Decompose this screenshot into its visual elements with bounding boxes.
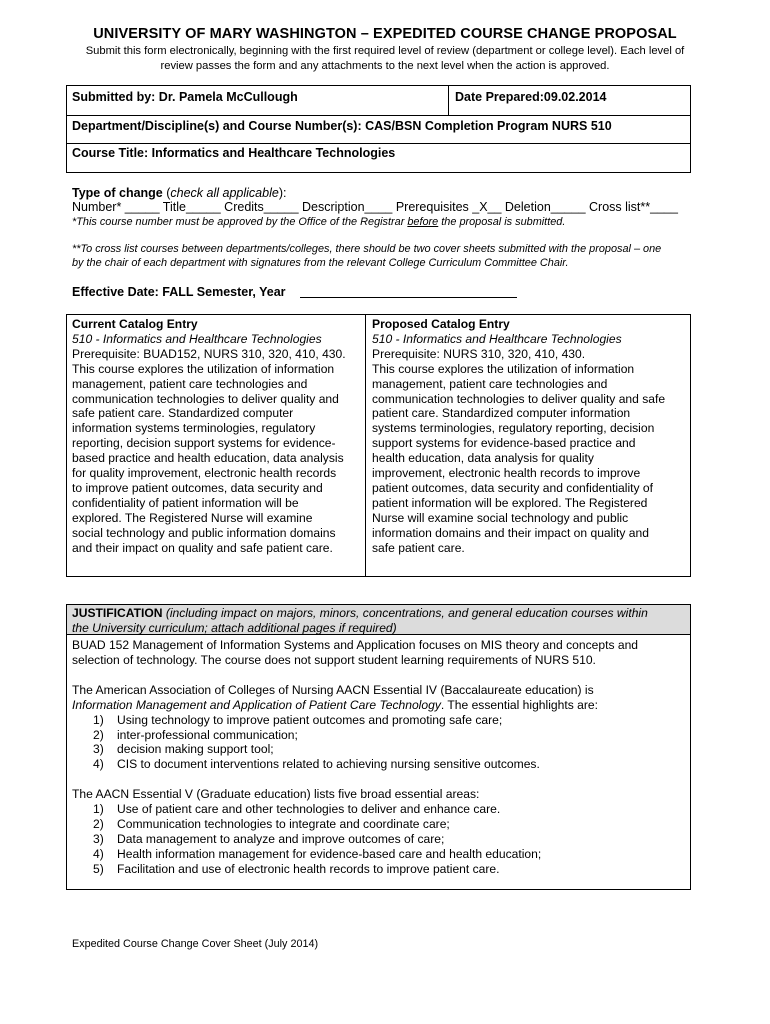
proposed-catalog-line: support systems for evidence-based practice and [372,436,636,451]
current-catalog-line: based practice and health education, data analysis [72,451,344,466]
list-item [93,757,684,772]
proposed-catalog-line: improvement, electronic health records to improve [372,466,641,481]
justification-para-1-line-1: BUAD 152 Management of Information Systems and Application focuses on MIS theory and concepts and [72,638,639,652]
current-catalog-line: explored. The Registered Nurse will examine [72,510,313,525]
essential-iv-list [72,713,684,773]
current-catalog-heading: Current Catalog Entry [72,317,198,331]
current-catalog-line: safe patient care. Standardized computer [72,406,294,421]
current-catalog-line: This course explores the utilization of information [72,361,335,376]
list-number: 3) [93,742,104,757]
list-item [93,742,684,757]
justification-body [72,638,684,877]
registrar-note-post: the proposal is submitted. [438,216,566,228]
form-title: UNIVERSITY OF MARY WASHINGTON – EXPEDITED COURSE CHANGE PROPOSAL [93,26,677,42]
list-item [93,802,684,817]
type-of-change-label: Type of change [72,186,163,200]
catalog-column-divider [365,315,366,576]
list-item [93,832,684,847]
date-prepared: Date Prepared:09.02.2014 [455,90,607,104]
list-text: CIS to document interventions related to achieving nursing sensitive outcomes. [117,757,540,772]
list-item [93,728,684,743]
change-options: Number* _____ Title_____ Credits_____ Description____ Prerequisites _X__ Deletion_____ Cross list**____ [72,200,678,214]
proposed-catalog-line: communication technologies to deliver quality and safe [372,391,666,406]
proposed-catalog-line: information domains and their impact on quality and [372,525,649,540]
justification-para-3: The AACN Essential V (Graduate education) lists five broad essential areas: [72,787,480,802]
current-catalog-line: communication technologies to deliver quality and [72,391,339,406]
list-text: Using technology to improve patient outcomes and promoting safe care; [117,712,503,727]
list-number: 2) [93,817,104,832]
effective-date-blank [300,297,517,298]
cross-list-note [72,243,661,270]
hint-close: ): [278,186,287,200]
list-text: Facilitation and use of electronic health records to improve patient care. [117,861,500,876]
list-item [93,713,684,728]
course-info-table [66,85,691,173]
proposed-catalog-line: This course explores the utilization of information [372,361,635,376]
registrar-note [72,216,565,230]
list-text: Communication technologies to integrate and coordinate care; [117,817,450,832]
cross-list-note-line-2: by the chair of each department with signatures from the relevant College Curriculum Committee Chair. [72,256,569,269]
current-catalog-line: confidentiality of patient information will be [72,495,299,510]
essential-v-list [72,802,684,877]
type-of-change-heading [72,186,678,200]
list-text: decision making support tool; [117,742,274,757]
registrar-note-pre: *This course number must be approved by the Office of the Registrar [72,216,408,228]
list-text: inter-professional communication; [117,727,298,742]
current-catalog-line: management, patient care technologies and [72,376,308,391]
justification-label: JUSTIFICATION [72,606,163,620]
proposed-catalog-line: safe patient care. [372,540,465,555]
cross-list-note-line-1: **To cross list courses between departments/colleges, there should be two cover sheets submitted with the proposal – one [72,243,662,255]
list-number: 4) [93,846,104,861]
justification-hint-line-2: the University curriculum; attach additional pages if required) [72,620,397,635]
department-row [67,116,690,144]
justification-section [66,604,691,890]
department-course-number: Department/Discipline(s) and Course Number(s): CAS/BSN Completion Program NURS 510 [72,119,612,133]
list-item [93,862,684,877]
justification-header [67,605,690,635]
proposed-catalog-course: 510 - Informatics and Healthcare Technologies [372,331,622,346]
cell-divider [448,86,449,116]
justification-para-2-line-2 [72,698,684,713]
type-of-change [72,186,678,214]
proposed-catalog-line: systems terminologies, regulatory reporting, decision [372,421,655,436]
proposed-catalog-line: patient information will be explored. The Registered [372,495,648,510]
current-catalog-line: reporting, decision support systems for evidence- [72,436,336,451]
instructions-line-1: Submit this form electronically, beginning with the first required level of review (department or college level). Each level of [85,45,685,57]
list-item [93,847,684,862]
justification-hint-line-1: (including impact on majors, minors, concentrations, and general education courses within [162,606,648,620]
list-number: 5) [93,861,104,876]
list-item [93,817,684,832]
page-footer: Expedited Course Change Cover Sheet (July 2014) [72,938,319,950]
current-catalog-line: for quality improvement, electronic health records [72,466,337,481]
current-catalog-entry [72,317,362,556]
list-number: 4) [93,757,104,772]
submitter-row [67,86,690,116]
essential-iv-rest: . The essential highlights are: [440,697,598,712]
proposed-catalog-line: health education, data analysis for quality [372,451,594,466]
justification-para-2-line-1: The American Association of Colleges of Nursing AACN Essential IV (Baccalaureate education) is [72,682,594,697]
essential-iv-title: Information Management and Application of Patient Care Technology [72,697,441,712]
submitted-by: Submitted by: Dr. Pamela McCullough [72,90,298,104]
effective-date: Effective Date: FALL Semester, Year [72,285,286,299]
proposed-catalog-line: patient outcomes, data security and confidentiality of [372,480,654,495]
list-text: Data management to analyze and improve outcomes of care; [117,831,445,846]
instructions-line-2: review passes the form and any attachments to the next level when the action is approved. [160,59,610,72]
justification-para-1-line-2: selection of technology. The course does not support student learning requirements of NURS 510. [72,652,596,667]
current-catalog-line: information systems terminologies, regulatory [72,421,316,436]
current-catalog-line: to improve patient outcomes, data security and [72,480,323,495]
proposed-catalog-line: Nurse will examine social technology and public [372,510,629,525]
proposed-catalog-line: patient care. Standardized computer information [372,406,631,421]
list-number: 1) [93,712,104,727]
registrar-note-emphasis: before [407,216,439,228]
list-number: 1) [93,802,104,817]
proposed-catalog-entry [372,317,687,556]
current-catalog-course: 510 - Informatics and Healthcare Technologies [72,331,322,346]
list-number: 3) [93,831,104,846]
current-catalog-line: and their impact on quality and safe patient care. [72,540,333,555]
hint-open: ( [162,186,171,200]
proposed-catalog-heading: Proposed Catalog Entry [372,317,510,331]
proposed-catalog-line: management, patient care technologies and [372,376,608,391]
list-text: Health information management for evidence-based care and health education; [117,846,542,861]
current-catalog-line: Prerequisite: BUAD152, NURS 310, 320, 410, 430. [72,346,346,361]
list-number: 2) [93,727,104,742]
type-of-change-hint: check all applicable [170,186,279,200]
form-instructions [70,44,700,73]
list-text: Use of patient care and other technologies to deliver and enhance care. [117,802,501,817]
course-title-row [67,144,690,172]
proposed-catalog-line: Prerequisite: NURS 310, 320, 410, 430. [372,346,586,361]
current-catalog-line: social technology and public information domains [72,525,336,540]
catalog-entry-table [66,314,691,577]
course-title: Course Title: Informatics and Healthcare Technologies [72,146,396,160]
